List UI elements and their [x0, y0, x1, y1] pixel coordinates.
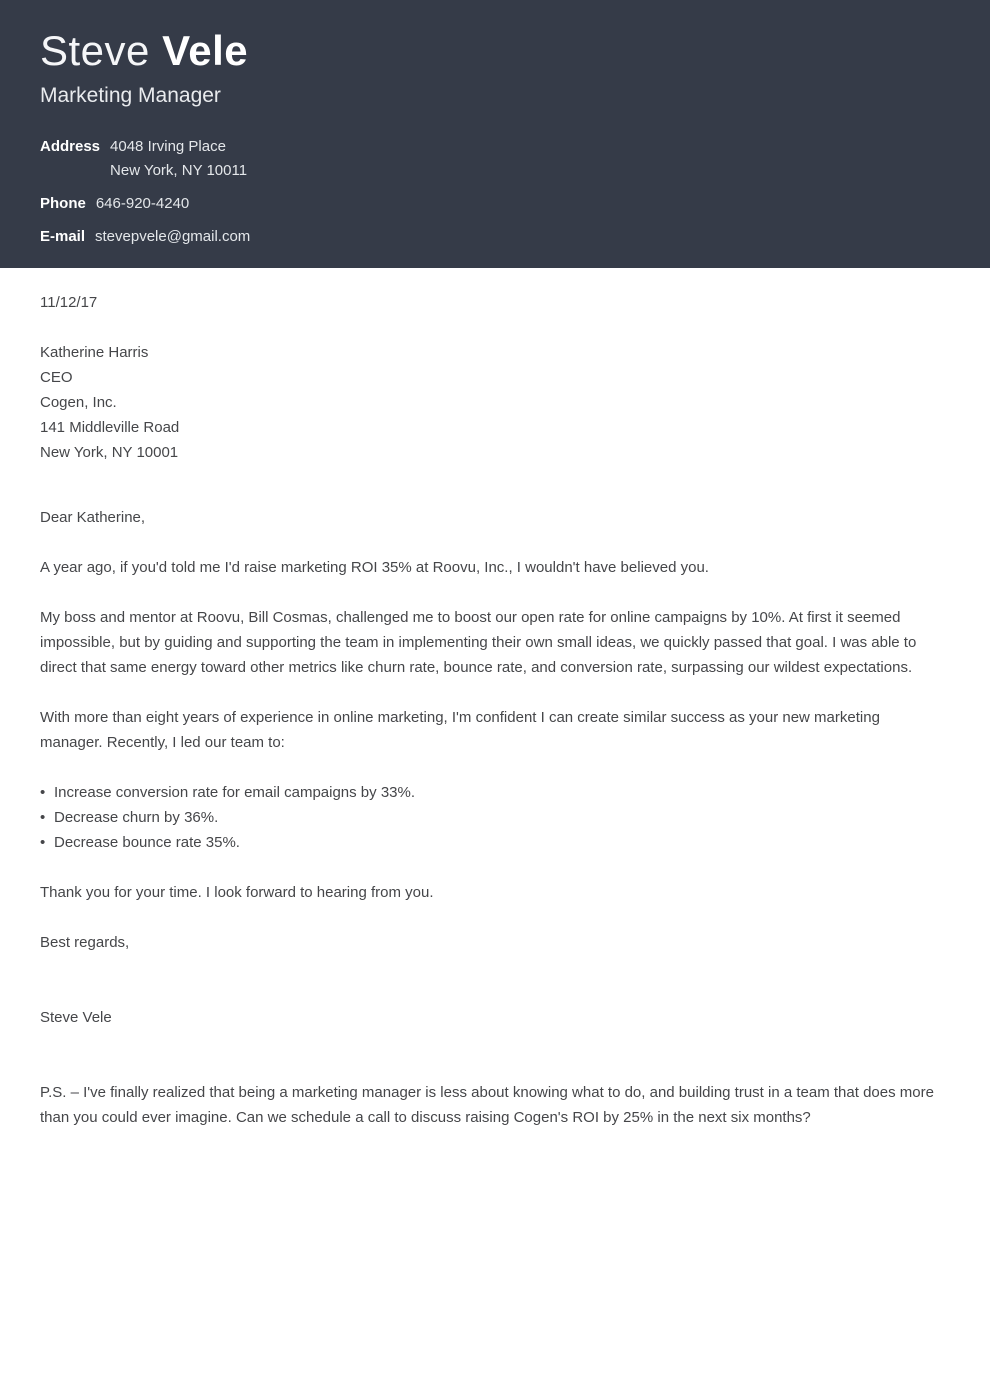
- postscript: P.S. – I've finally realized that being a marketing manager is less about knowing what to do, and building trust in a team that does more than you could ever imagine. Can we schedule a call to discuss raising Cogen's ROI by 25% in the next six months?: [40, 1084, 934, 1126]
- letter-date: 11/12/17: [40, 294, 98, 311]
- address-label: Address: [40, 138, 101, 155]
- contact-row-email: [40, 225, 945, 249]
- valediction: Best regards,: [40, 934, 130, 951]
- contact-row-phone: [40, 192, 945, 216]
- list-item: [40, 830, 945, 855]
- achievement-list: [40, 780, 945, 855]
- email-label: E-mail: [40, 228, 86, 245]
- list-item-text: Decrease bounce rate 35%.: [54, 834, 240, 851]
- email-value: stevepvele@gmail.com: [95, 228, 251, 245]
- recipient-company: Cogen, Inc.: [40, 394, 117, 411]
- address-line-2: New York, NY 10011: [110, 162, 248, 179]
- list-item: [40, 805, 945, 830]
- phone-label: Phone: [40, 195, 86, 212]
- recipient-address-line-2: New York, NY 10001: [40, 444, 179, 461]
- address-value: [110, 135, 247, 183]
- recipient-name: Katherine Harris: [40, 344, 149, 361]
- salutation: Dear Katherine,: [40, 509, 146, 526]
- list-item: [40, 780, 945, 805]
- closing-paragraph: Thank you for your time. I look forward to hearing from you.: [40, 884, 434, 901]
- address-line-1: 4048 Irving Place: [110, 138, 226, 155]
- contact-row-address: [40, 135, 945, 183]
- recipient-title: CEO: [40, 369, 73, 386]
- contact-block: [40, 135, 945, 249]
- list-item-text: Decrease churn by 36%.: [54, 809, 219, 826]
- bullet-icon: •: [40, 834, 46, 851]
- recipient-block: [40, 340, 945, 465]
- bullet-icon: •: [40, 809, 46, 826]
- candidate-name: [40, 27, 945, 74]
- job-title: Marketing Manager: [40, 84, 221, 107]
- paragraph-3: With more than eight years of experience in online marketing, I'm confident I can create similar success as your new marketing manager. Recently, I led our team to:: [40, 709, 880, 751]
- signature-name: Steve Vele: [40, 1009, 112, 1026]
- bullet-icon: •: [40, 784, 46, 801]
- paragraph-2: My boss and mentor at Roovu, Bill Cosmas, challenged me to boost our open rate for online campaigns by 10%. At first it seemed impossible, but by guiding and supporting the team in implementing their own small ideas, we quickly passed that goal. I was able to direct that same energy toward other metrics like churn rate, bounce rate, and conversion rate, surpassing our wildest expectations.: [40, 609, 917, 676]
- letter-header: [0, 0, 990, 268]
- phone-value: 646-920-4240: [95, 195, 190, 212]
- list-item-text: Increase conversion rate for email campaigns by 33%.: [54, 784, 416, 801]
- letter-body: [0, 268, 990, 1130]
- candidate-first-name: Steve: [40, 27, 150, 74]
- paragraph-1: A year ago, if you'd told me I'd raise marketing ROI 35% at Roovu, Inc., I wouldn't have believed you.: [40, 559, 709, 576]
- candidate-last-name: Vele: [162, 27, 249, 74]
- recipient-address-line-1: 141 Middleville Road: [40, 419, 180, 436]
